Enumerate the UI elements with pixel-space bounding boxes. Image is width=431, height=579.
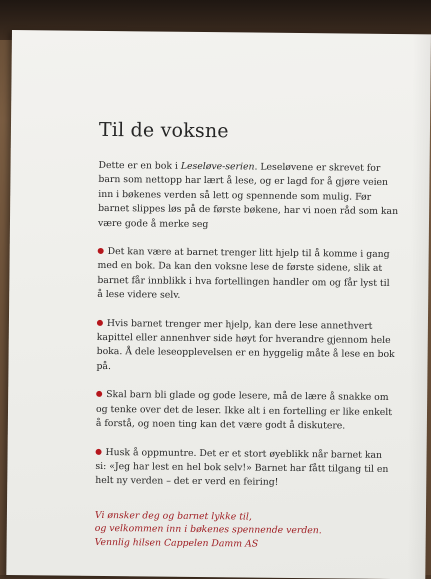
advice-text-3: Skal barn bli glade og gode lesere, må de lære å snakke om og tenke over det de leser. Ikke alt i en fortelling er like enkelt å forstå, og noen ting kan det være godt å diskutere. xyxy=(95,389,393,432)
advice-text-2: Hvis barnet trenger mer hjelp, kan dere lese annethvert kapittel eller annenhver side høyt for hverandre gjennom hele boka. Å dele leseopplevelsen er en hyggelig måte å lese en bok på. xyxy=(96,317,395,372)
intro-paragraph xyxy=(98,159,399,234)
page-title: Til de voksne xyxy=(98,118,229,143)
series-name: Leseløve-serien xyxy=(180,160,255,173)
advice-text-4: Husk å oppmuntre. Det er et stort øyeblikk når barnet kan si: «Jeg har lest en hel bok selv!» Barnet har fått tilgang til en helt ny verden – det er verd en feiring! xyxy=(95,446,389,489)
red-bullet-icon xyxy=(98,248,104,254)
red-bullet-icon xyxy=(97,320,103,326)
advice-item-4 xyxy=(95,445,395,491)
red-bullet-icon xyxy=(96,448,102,454)
closing-line-2: og velkommen inn i bøkenes spennende verden. xyxy=(94,523,322,537)
red-bullet-icon xyxy=(96,391,102,397)
advice-text-1: Det kan være at barnet trenger litt hjelp til å komme i gang med en bok. Da kan den voksne lese de første sidene, slik at barnet får innblikk i hva fortellingen handler om og får lyst til å lese videre selv. xyxy=(97,246,390,302)
advice-item-3 xyxy=(96,388,396,434)
advice-item-1 xyxy=(97,245,398,306)
closing-signature: Vennlig hilsen Cappelen Damm AS xyxy=(94,536,259,550)
page-content xyxy=(95,119,399,552)
intro-text-start: Dette er en bok i xyxy=(98,159,181,172)
book-page xyxy=(6,30,431,579)
advice-item-2 xyxy=(96,317,397,378)
closing-greeting xyxy=(95,509,395,552)
intro-text-rest: . Leseløvene er skrevet for barn som nettopp har lært å lese, og er lagd for å gjøre veien inn i bøkenes verden så lett og spennende som mulig. Før barnet slippes løs på de første bøkene, har vi noen råd som kan være gode å merke seg xyxy=(97,161,399,230)
closing-line-1: Vi ønsker deg og barnet lykke til, xyxy=(94,509,252,523)
